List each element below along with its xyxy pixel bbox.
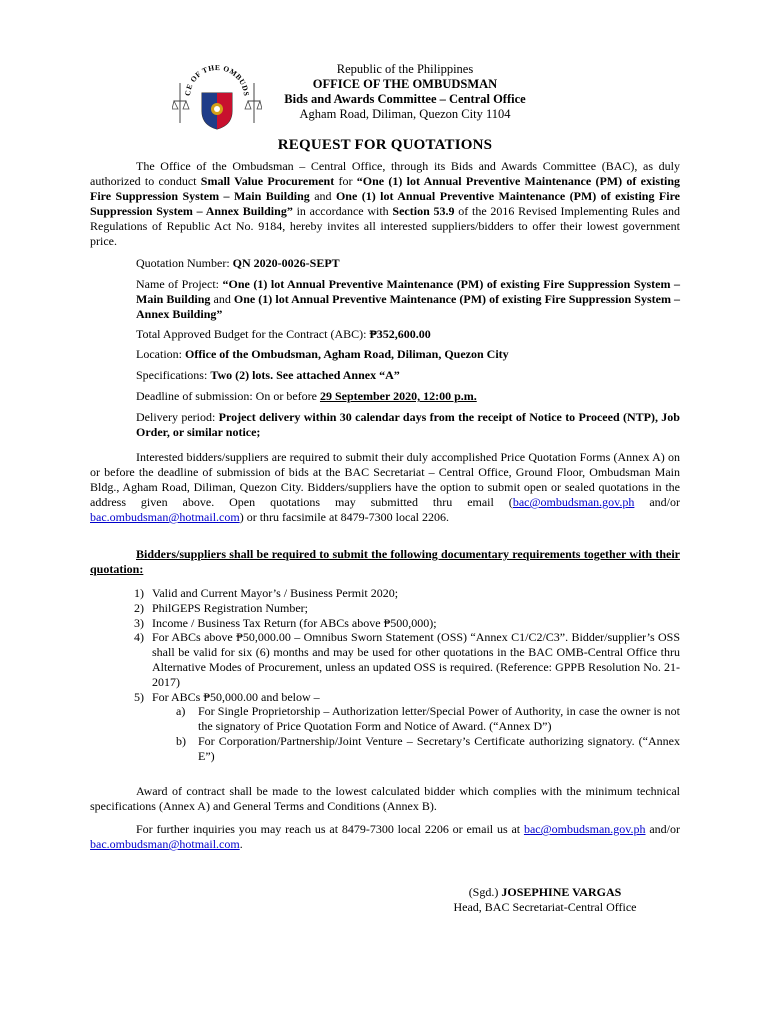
intro-text-2: for xyxy=(334,174,357,188)
intro-bold-1: Small Value Procurement xyxy=(200,174,335,188)
delivery-value: Project delivery within 30 calendar days from the receipt of Notice to Proceed (NTP), Job Order, or similar notice; xyxy=(136,410,680,439)
bidders-paragraph xyxy=(90,450,680,525)
signature-name-line xyxy=(420,885,670,901)
sub-list-item xyxy=(90,734,680,764)
sub-list-item xyxy=(90,704,680,734)
list-item xyxy=(90,630,680,689)
intro-text-3: and xyxy=(309,189,336,203)
header-office: OFFICE OF THE OMBUDSMAN xyxy=(312,77,498,91)
list-number: 5) xyxy=(134,689,144,704)
specifications-field xyxy=(136,368,680,383)
list-number: 3) xyxy=(134,615,144,630)
list-number: 2) xyxy=(134,600,144,615)
project-bold-2: One (1) lot Annual Preventive Maintenance (PM) of existing Fire Suppression System – Annex Building” xyxy=(136,292,681,321)
location-field xyxy=(136,347,680,362)
list-text: Income / Business Tax Return (for ABCs above ₱500,000); xyxy=(152,615,437,630)
bidders-text-3: ) or thru facsimile at 8479-7300 local 2206. xyxy=(239,510,449,524)
award-paragraph: Award of contract shall be made to the lowest calculated bidder which complies with the minimum technical specifications (Annex A) and General Terms and Conditions (Annex B). xyxy=(90,784,680,813)
inquiries-text-3: . xyxy=(239,837,243,851)
deadline-label: Deadline of submission: On or before xyxy=(136,389,320,403)
signature-sgd: (Sgd.) xyxy=(468,885,502,899)
abc-value: ₱352,600.00 xyxy=(369,327,431,341)
list-item xyxy=(90,616,680,631)
inquiries-paragraph xyxy=(90,822,680,852)
email-link-bac-2[interactable]: bac@ombudsman.gov.ph xyxy=(523,822,646,836)
delivery-field xyxy=(136,410,680,440)
list-text: PhilGEPS Registration Number; xyxy=(152,600,308,615)
sub-list-letter: a) xyxy=(176,704,186,719)
sub-list-text: For Single Proprietorship – Authorization letter/Special Power of Authority, in case the owner is not the signatory of Price Quotation Form and Notice of Award. (“Annex D”) xyxy=(198,704,680,734)
intro-bold-3: One (1) lot Annual Preventive Maintenance (PM) of existing Fire Suppression System – Annex Building” xyxy=(90,189,681,218)
quotation-label: Quotation Number: xyxy=(136,256,233,270)
intro-text-1: The Office of the Ombudsman – Central Office, through its Bids and Awards Committee (BAC), as duly authorized to conduct xyxy=(90,159,680,188)
specs-label: Specifications: xyxy=(136,368,211,382)
list-item xyxy=(90,586,680,601)
page-title: REQUEST FOR QUOTATIONS xyxy=(277,137,493,153)
email-link-bac[interactable]: bac@ombudsman.gov.ph xyxy=(512,495,635,509)
intro-text-4: in accordance with xyxy=(292,204,393,218)
signature-name: JOSEPHINE VARGAS xyxy=(501,885,622,899)
intro-bold-4: Section 53.9 xyxy=(392,204,455,218)
list-item xyxy=(90,690,680,705)
header-address: Agham Road, Diliman, Quezon City 1104 xyxy=(299,107,511,121)
location-label: Location: xyxy=(136,347,185,361)
bidders-text-1: Interested bidders/suppliers are required to submit their duly accomplished Price Quotation Forms (Annex A) on or before the deadline of submission of bids at the BAC Secretariat – Central Office, Ground Floor, Ombudsman Main Bldg., Agham Road, Diliman, Quezon City. Bidders/suppliers have the option to submit open or sealed quotations in the address given above. Open quotations may submitted thru email ( xyxy=(90,450,680,509)
list-text: For ABCs above ₱50,000.00 – Omnibus Sworn Statement (OSS) “Annex C1/C2/C3”. Bidder/supplier’s OSS shall be valid for six (6) months and may be used for other quotations in the BAC OMB-Central Office thru Alternative Modes of Procurement, unless an updated OSS is required. (Reference: GPPB Resolution No. 21-2017) xyxy=(152,630,680,689)
email-link-hotmail[interactable]: bac.ombudsman@hotmail.com xyxy=(90,510,240,524)
location-value: Office of the Ombudsman, Agham Road, Diliman, Quezon City xyxy=(184,347,509,361)
inquiries-text-1: For further inquiries you may reach us at 8479-7300 local 2206 or email us at xyxy=(136,822,524,836)
project-name xyxy=(136,277,680,322)
inquiries-text-2: and/or xyxy=(645,822,681,836)
requirements-heading: Bidders/suppliers shall be required to submit the following documentary requirements together with their quotation: xyxy=(90,547,680,576)
deadline-field xyxy=(136,389,680,404)
delivery-label: Delivery period: xyxy=(136,410,219,424)
project-and: and xyxy=(210,292,234,306)
abc-label: Total Approved Budget for the Contract (ABC): xyxy=(136,327,370,341)
list-item xyxy=(90,601,680,616)
bidders-text-2: and/or xyxy=(634,495,681,509)
intro-text-5: of the 2016 Revised Implementing Rules and Regulations of Republic Act No. 9184, hereby invites all interested suppliers/bidders to offer their lowest government price. xyxy=(90,204,680,248)
sub-list-text: For Corporation/Partnership/Joint Venture – Secretary’s Certificate authorizing signatory. (“Annex E”) xyxy=(198,733,680,763)
list-text: Valid and Current Mayor’s / Business Permit 2020; xyxy=(152,586,399,600)
list-text: For ABCs ₱50,000.00 and below – xyxy=(152,689,320,704)
quotation-value: QN 2020-0026-SEPT xyxy=(232,256,340,270)
signature-position: Head, BAC Secretariat-Central Office xyxy=(453,900,637,914)
intro-bold-2: “One (1) lot Annual Preventive Maintenance (PM) of existing Fire Suppression System – Main Building xyxy=(90,174,681,203)
quotation-number xyxy=(136,256,680,271)
seal-text: CE OF THE OMBUDS xyxy=(182,62,252,97)
requirements-list xyxy=(90,586,680,764)
project-label: Name of Project: xyxy=(136,277,223,291)
header-country: Republic of the Philippines xyxy=(336,62,474,76)
list-number: 1) xyxy=(134,586,144,600)
specs-value: Two (2) lots. See attached Annex “A” xyxy=(210,368,400,382)
list-number: 4) xyxy=(134,630,144,645)
email-link-hotmail-2[interactable]: bac.ombudsman@hotmail.com xyxy=(90,837,240,851)
abc-field xyxy=(136,327,680,342)
intro-paragraph xyxy=(90,159,680,249)
project-bold-1: “One (1) lot Annual Preventive Maintenance (PM) of existing Fire Suppression System – Main Building xyxy=(136,277,680,306)
sub-list-letter: b) xyxy=(176,733,186,748)
header-committee: Bids and Awards Committee – Central Office xyxy=(284,92,526,106)
deadline-value: 29 September 2020, 12:00 p.m. xyxy=(319,389,477,403)
